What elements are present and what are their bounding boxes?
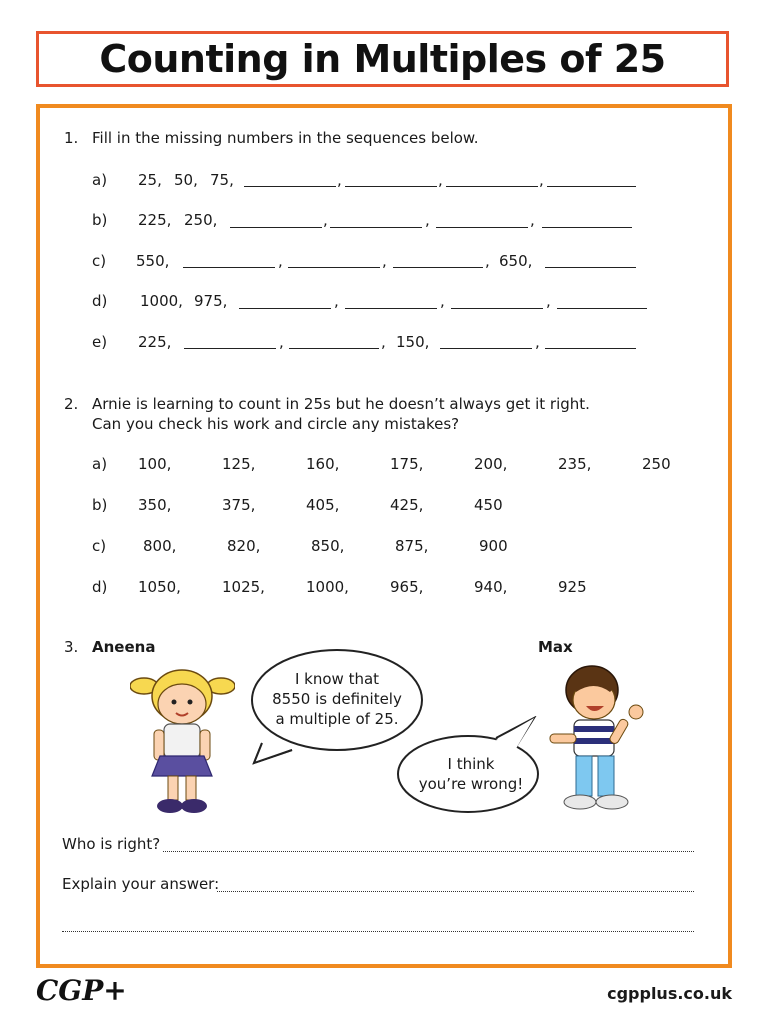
answer-blank[interactable] [288, 267, 380, 268]
q2-value[interactable]: 450 [474, 496, 503, 514]
q1a-value-1: 25, [138, 171, 162, 189]
answer-blank[interactable] [244, 186, 336, 187]
q1c-value-1: 550, [136, 252, 170, 270]
q2-value[interactable]: 425, [390, 496, 424, 514]
q2-value[interactable]: 405, [306, 496, 340, 514]
q2-label-b: b) [92, 496, 108, 514]
answer-blank[interactable] [230, 227, 322, 228]
answer-blank[interactable] [393, 267, 483, 268]
q2-value[interactable]: 965, [390, 578, 424, 596]
q2-value[interactable]: 850, [311, 537, 345, 555]
bubble-aneena-line2: 8550 is definitely [272, 690, 402, 708]
q1-number: 1. [64, 129, 79, 147]
q1-label-e: e) [92, 333, 108, 351]
q2-prompt-line2: Can you check his work and circle any mistakes? [92, 415, 460, 433]
bubble-max-line2: you’re wrong! [418, 775, 524, 793]
answer-blank[interactable] [345, 308, 437, 309]
q1a-value-3: 75, [210, 171, 234, 189]
girl-illustration [130, 668, 235, 816]
q1-label-c: c) [92, 252, 107, 270]
bubble-max-line1: I think [447, 755, 495, 773]
q2-value[interactable]: 820, [227, 537, 261, 555]
q1d-value-1: 1000, [140, 292, 183, 310]
answer-blank[interactable] [184, 348, 276, 349]
answer-blank[interactable] [239, 308, 331, 309]
answer-blank[interactable] [289, 348, 379, 349]
q2-value[interactable]: 160, [306, 455, 340, 473]
q2-value[interactable]: 250 [642, 455, 671, 473]
bubble-max-text [406, 754, 536, 794]
q1-label-d: d) [92, 292, 108, 310]
q1-prompt: Fill in the missing numbers in the sequences below. [92, 129, 479, 147]
boy-illustration [544, 662, 654, 812]
explain-answer-line-2[interactable] [62, 931, 694, 932]
page-title: Counting in Multiples of 25 [99, 37, 666, 81]
q2-value[interactable]: 940, [474, 578, 508, 596]
q2-value[interactable]: 800, [143, 537, 177, 555]
who-is-right-answer-line[interactable] [163, 851, 694, 852]
q1-label-b: b) [92, 211, 108, 229]
answer-blank[interactable] [345, 186, 437, 187]
answer-blank[interactable] [547, 186, 636, 187]
bubble-aneena-text [262, 669, 412, 729]
q1d-value-2: 975, [194, 292, 228, 310]
explain-answer-line-1[interactable] [217, 891, 694, 892]
q2-value[interactable]: 875, [395, 537, 429, 555]
answer-blank[interactable] [440, 348, 532, 349]
q1b-value-2: 250, [184, 211, 218, 229]
q1b-value-1: 225, [138, 211, 172, 229]
answer-blank[interactable] [545, 348, 636, 349]
answer-blank[interactable] [542, 227, 632, 228]
title-box [36, 31, 729, 87]
q2-value[interactable]: 175, [390, 455, 424, 473]
q2-value[interactable]: 900 [479, 537, 508, 555]
answer-blank[interactable] [557, 308, 647, 309]
q2-value[interactable]: 1025, [222, 578, 265, 596]
answer-blank[interactable] [183, 267, 275, 268]
q2-prompt-line1: Arnie is learning to count in 25s but he doesn’t always get it right. [92, 395, 590, 413]
name-max: Max [538, 638, 573, 656]
answer-blank[interactable] [545, 267, 636, 268]
q2-value[interactable]: 375, [222, 496, 256, 514]
cgp-logo: CGP+ [36, 974, 127, 1007]
q2-value[interactable]: 100, [138, 455, 172, 473]
q1e-value-2: 150, [396, 333, 430, 351]
explain-label: Explain your answer: [62, 875, 220, 893]
who-is-right-label: Who is right? [62, 835, 161, 853]
q2-label-c: c) [92, 537, 107, 555]
q2-number: 2. [64, 395, 79, 413]
q2-value[interactable]: 350, [138, 496, 172, 514]
q1-label-a: a) [92, 171, 108, 189]
answer-blank[interactable] [330, 227, 422, 228]
footer-url[interactable]: cgpplus.co.uk [607, 984, 732, 1003]
q3-number: 3. [64, 638, 79, 656]
q2-value[interactable]: 200, [474, 455, 508, 473]
name-aneena: Aneena [92, 638, 156, 656]
answer-blank[interactable] [436, 227, 528, 228]
q2-value[interactable]: 925 [558, 578, 587, 596]
q2-value[interactable]: 125, [222, 455, 256, 473]
q2-value[interactable]: 1050, [138, 578, 181, 596]
bubble-aneena-line1: I know that [294, 670, 380, 688]
q2-label-d: d) [92, 578, 108, 596]
answer-blank[interactable] [446, 186, 538, 187]
answer-blank[interactable] [451, 308, 543, 309]
q2-value[interactable]: 1000, [306, 578, 349, 596]
q2-value[interactable]: 235, [558, 455, 592, 473]
q1e-value-1: 225, [138, 333, 172, 351]
q1a-value-2: 50, [174, 171, 198, 189]
q1c-value-2: 650, [499, 252, 533, 270]
bubble-aneena-line3: a multiple of 25. [275, 710, 399, 728]
q2-label-a: a) [92, 455, 108, 473]
